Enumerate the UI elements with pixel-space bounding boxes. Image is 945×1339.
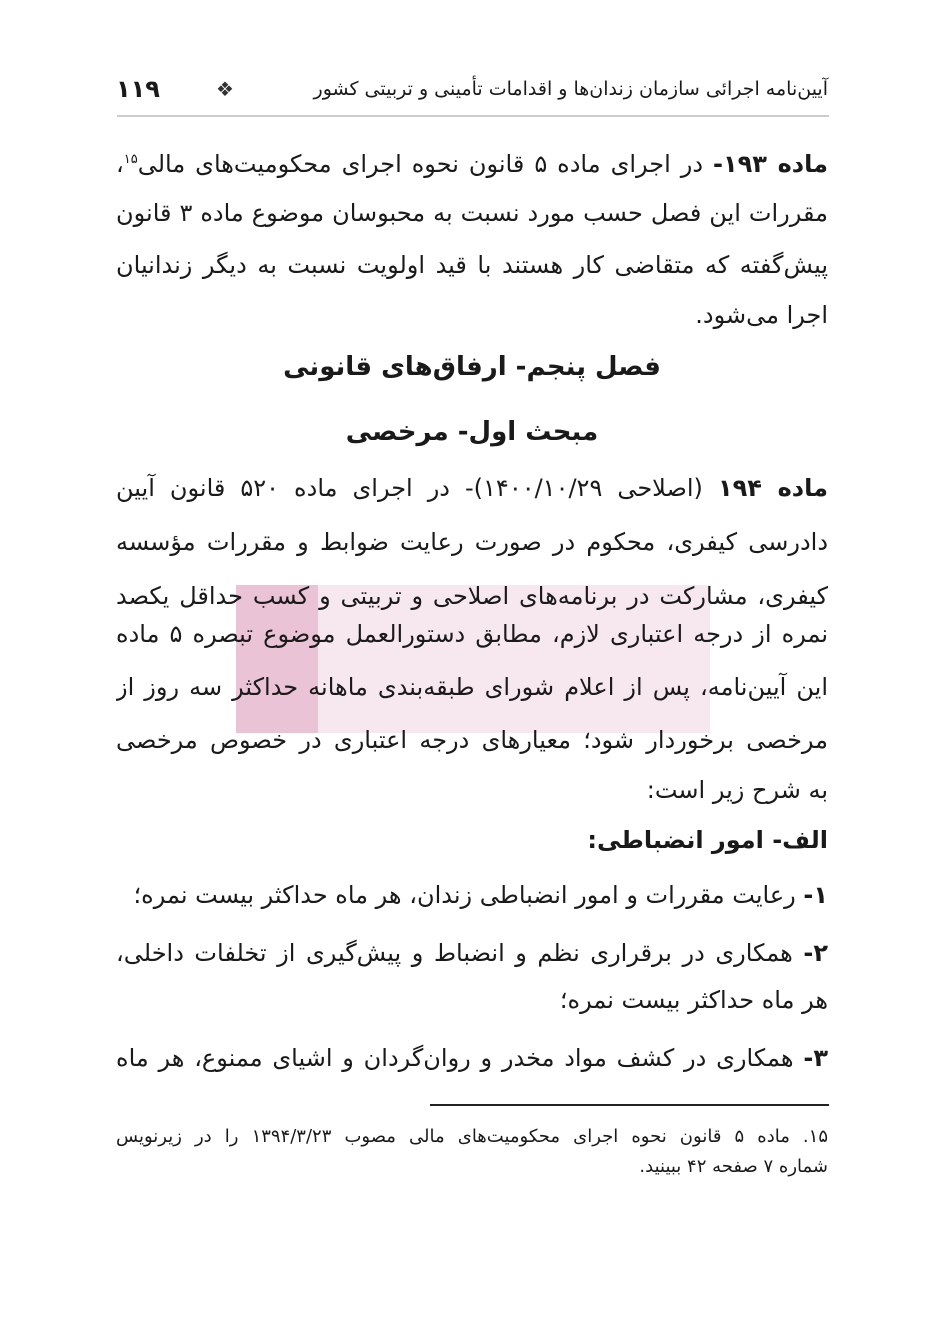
- article-193-line: مقررات این فصل حسب مورد نسبت به محبوسان موضوع ماده ۳ قانون: [116, 199, 828, 227]
- running-header: [116, 72, 828, 106]
- footnote-ref: ۱۵: [123, 152, 138, 167]
- footnote-divider: [430, 1104, 829, 1106]
- article-label: ماده ۱۹۴: [717, 474, 828, 502]
- footnote-line: شماره ۷ صفحه ۴۲ ببینید.: [639, 1156, 828, 1177]
- article-193-line: ماده ۱۹۳- در اجرای ماده ۵ قانون نحوه اجرای محکومیت‌های مالی$^{۱۵}$،: [116, 150, 828, 178]
- article-194-line: این آیین‌نامه، پس از اعلام شورای طبقه‌بندی ماهانه حداکثر سه روز از: [116, 673, 828, 701]
- footnote-line: ۱۵. ماده ۵ قانون نحوه اجرای محکومیت‌های مالی مصوب ۱۳۹۴/۳/۲۳ را در زیرنویس: [116, 1126, 828, 1147]
- article-194-line: کیفری، مشارکت در برنامه‌های اصلاحی و تربیتی و کسب حداقل یکصد: [116, 582, 828, 610]
- article-194-line: نمره از درجه اعتباری لازم، مطابق دستورالعمل موضوع تبصره ۵ ماده: [116, 620, 828, 648]
- list-item: ۲- همکاری در برقراری نظم و انضباط و پیش‌گیری از تخلفات داخلی،: [116, 939, 828, 967]
- ornament-icon: ❖: [216, 77, 234, 101]
- header-title: آیین‌نامه اجرائی سازمان زندان‌ها و اقدامات تأمینی و تربیتی کشور: [313, 78, 828, 100]
- section-title: مبحث اول- مرخصی: [345, 417, 599, 447]
- article-194-line: دادرسی کیفری، محکوم در صورت رعایت ضوابط و مقررات مؤسسه: [116, 528, 828, 556]
- article-194-line: مرخصی برخوردار شود؛ معیارهای درجه اعتباری در خصوص مرخصی: [116, 726, 828, 754]
- article-194-line: به شرح زیر است:: [646, 776, 828, 804]
- header-divider: [117, 115, 829, 117]
- list-item-continued: هر ماه حداکثر بیست نمره؛: [559, 986, 828, 1014]
- list-item: ۳- همکاری در کشف مواد مخدر و روان‌گردان و اشیای ممنوع، هر ماه: [116, 1044, 828, 1072]
- article-194-line: ماده ۱۹۴ (اصلاحی ۱۴۰۰/۱۰/۲۹)- در اجرای ماده ۵۲۰ قانون آیین: [116, 474, 828, 502]
- chapter-title: فصل پنجم- ارفاق‌های قانونی: [283, 352, 661, 382]
- list-item: ۱- رعایت مقررات و امور انضباطی زندان، هر ماه حداکثر بیست نمره؛: [133, 881, 828, 909]
- page-number: ۱۱۹: [116, 75, 160, 103]
- subsection-title: الف- امور انضباطی:: [587, 826, 828, 854]
- article-193-line: پیش‌گفته که متقاضی کار هستند با قید اولویت نسبت به دیگر زندانیان: [116, 251, 828, 279]
- article-label: ماده ۱۹۳-: [713, 150, 828, 178]
- article-193-line: اجرا می‌شود.: [695, 301, 828, 329]
